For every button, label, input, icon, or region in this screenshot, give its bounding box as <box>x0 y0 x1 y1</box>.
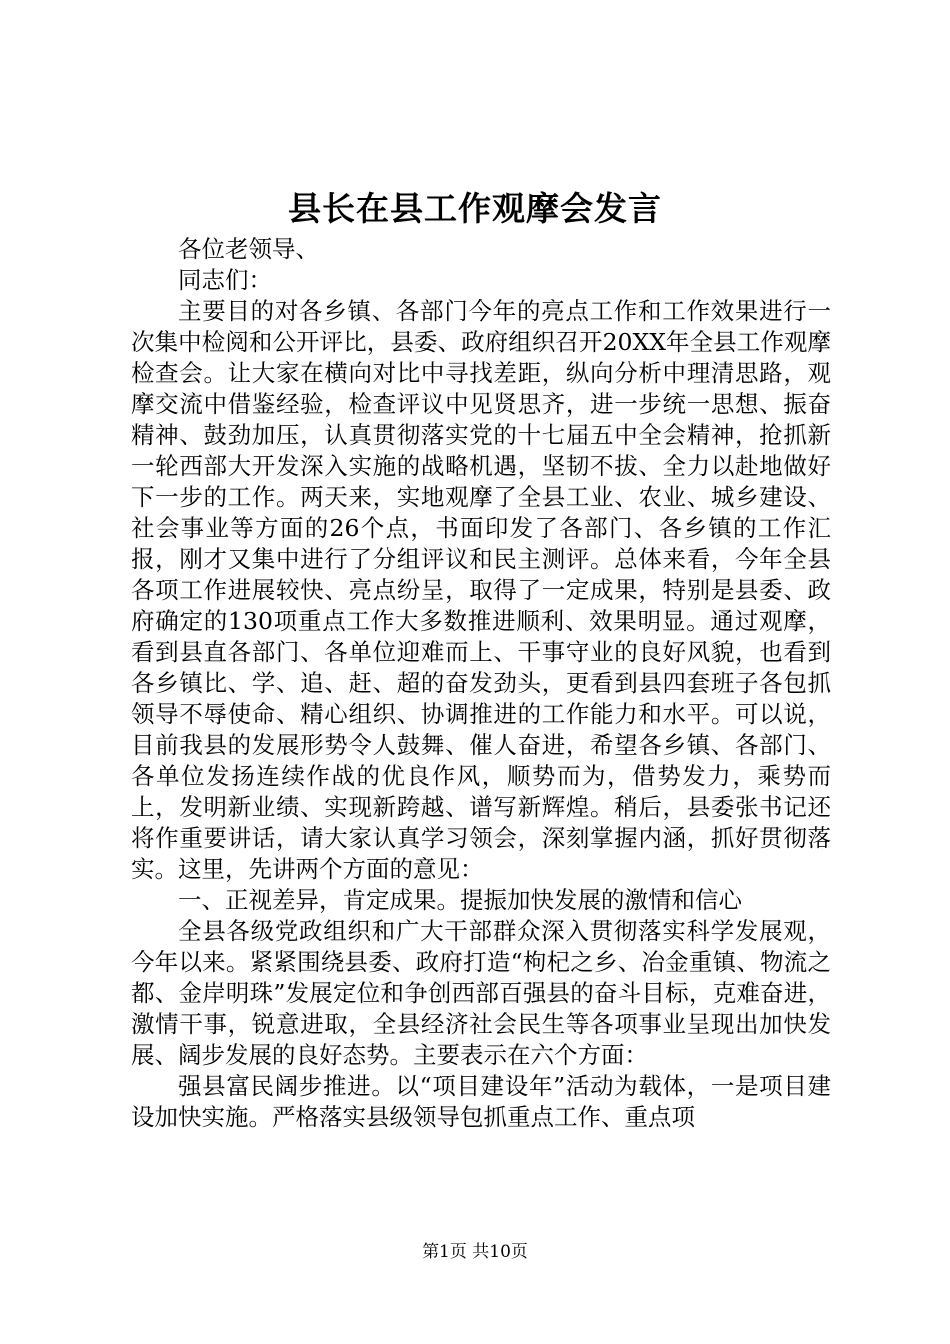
salutation-line-1: 各位老领导、 <box>178 235 319 263</box>
body-paragraph: 强县富民阔步推进。以“项目建设年”活动为载体，一是项目建设加快实施。严格落实县级领导包抓重点工作、重点项 <box>131 1072 831 1131</box>
page-footer: 第1页 共10页 <box>422 1242 528 1262</box>
section-heading: 一、正视差异，肯定成果。提振加快发展的激情和信心 <box>178 886 742 914</box>
body-paragraph: 主要目的对各乡镇、各部门今年的亮点工作和工作效果进行一次集中检阅和公开评比，县委、政府组织召开20XX年全县工作观摩检查会。让大家在横向对比中寻找差距，纵向分析中理清思路，观摩交流中借鉴经验，检查评议中见贤思齐，进一步统一思想、振奋精神、鼓劲加压，认真贯彻落实党的十七届五中全会精神，抢抓新一轮西部大开发深入实施的战略机遇，坚韧不拔、全力以赴地做好下一步的工作。两天来，实地观摩了全县工业、农业、城乡建设、社会事业等方面的26个点，书面印发了各部门、各乡镇的工作汇报，刚才又集中进行了分组评议和民主测评。总体来看，今年全县各项工作进展较快、亮点纷呈，取得了一定成果，特别是县委、政府确定的130项重点工作大多数推进顺利、效果明显。通过观摩，看到县直各部门、各单位迎难而上、干事守业的良好风貌，也看到各乡镇比、学、追、赶、超的奋发劲头，更看到县四套班子各包抓领导不辱使命、精心组织、协调推进的工作能力和水平。可以说，目前我县的发展形势令人鼓舞、催人奋进，希望各乡镇、各部门、各单位发扬连续作战的优良作风，顺势而为，借势发力，乘势而上，发明新业绩、实现新跨越、谱写新辉煌。稍后，县委张书记还将作重要讲话，请大家认真学习领会，深刻掌握内涵，抓好贯彻落实。这里，先讲两个方面的意见： <box>131 297 831 883</box>
body-paragraph: 全县各级党政组织和广大干部群众深入贯彻落实科学发展观，今年以来。紧紧围绕县委、政府打造“枸杞之乡、冶金重镇、物流之都、金岸明珠”发展定位和争创西部百强县的奋斗目标，克难奋进，激情干事，锐意进取，全县经济社会民生等各项事业呈现出加快发展、阔步发展的良好态势。主要表示在六个方面： <box>131 917 831 1069</box>
document-body <box>131 234 831 1133</box>
document-title: 县长在县工作观摩会发言 <box>288 189 662 228</box>
salutation-line-2: 同志们： <box>178 266 272 294</box>
